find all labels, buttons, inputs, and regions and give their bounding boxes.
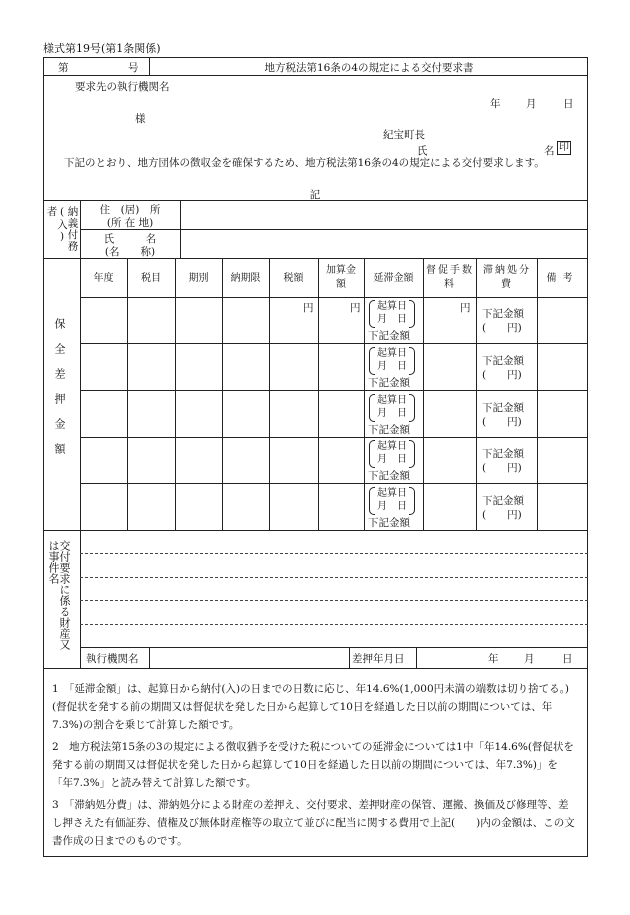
shobun-line2-3: ( 円) [482, 416, 522, 428]
property-dotted-4 [80, 624, 588, 625]
note-1: 1 「延滞金額」は、起算日から納付(入)の日までの日数に応じ、年14.6%(1,000円未満の端数は切り捨てる。)(督促状を発する前の期間又は督促状を発した日から起算して10日を経過した日以前の期間については、年7.3%)の割合を乗じて計算した額です。 [52, 683, 569, 731]
yen-mark-additional: 円 [350, 302, 361, 314]
date-year: 年 [490, 98, 501, 110]
amounts-col-div-4 [269, 258, 270, 530]
seizure-divider-2 [416, 647, 417, 668]
amounts-side-divider [80, 258, 81, 530]
shobun-line2-2: ( 円) [482, 369, 522, 381]
shobun-line2-1: ( 円) [482, 322, 522, 334]
shobun-line1-5: 下記金額 [482, 495, 524, 507]
amounts-col-div-7 [423, 258, 424, 530]
seizure-day: 日 [562, 653, 573, 665]
amounts-col-div-3 [222, 258, 223, 530]
shobun-line1-3: 下記金額 [482, 402, 524, 414]
seal-text: 印 [559, 142, 569, 153]
amounts-row-line-1 [80, 343, 588, 344]
taxpayer-side-label: 納義付務(入)者 [45, 206, 79, 252]
col-header-reminder-fee: 督促手数料 [426, 265, 474, 290]
amounts-row-line-4 [80, 483, 588, 484]
amounts-col-div-1 [127, 258, 128, 530]
shobun-line2-5: ( 円) [482, 509, 522, 521]
name-part2: 名 [544, 145, 555, 157]
seal-mark [557, 141, 571, 155]
note-3: 3 「滞納処分費」は、滞納処分による財産の差押え、交付要求、差押財産の保管、運搬、換価及び修理等、差し押さえた有価証券、債権及び無体財産権等の取立て並びに配当に関する費用で上記( )内の金額は、この文書作成の日までのものです。 [52, 799, 575, 847]
seizure-divider-1 [349, 647, 350, 668]
seizure-date-label: 差押年月日 [352, 653, 405, 665]
kisan-line1: 起算日 [377, 441, 407, 452]
recipient-label: 要求先の執行機関名 [75, 81, 170, 93]
col-header-tax-amount: 税額 [283, 273, 304, 284]
below-amount-2: 下記金額 [368, 377, 410, 389]
below-amount-5: 下記金額 [368, 517, 410, 529]
amounts-col-div-5 [318, 258, 319, 530]
address-label: 住 (居) 所 [99, 204, 161, 216]
amounts-bottom-line [43, 530, 588, 531]
below-amount-1: 下記金額 [368, 330, 410, 342]
kisan-bracket-5 [369, 487, 415, 515]
below-amount-3: 下記金額 [368, 424, 410, 436]
notes-top-line [43, 668, 588, 669]
kisan-line2: 月 日 [377, 454, 407, 465]
kisan-line2: 月 日 [377, 314, 407, 325]
yen-mark-reminder: 円 [460, 302, 471, 314]
property-dotted-1 [80, 553, 588, 554]
kisan-line2: 月 日 [377, 501, 407, 512]
property-dotted-2 [80, 577, 588, 578]
kisan-line2: 月 日 [377, 408, 407, 419]
agency-label: 執行機関名 [86, 653, 139, 665]
document-title: 地方税法第16条の4の規定による交付要求書 [264, 62, 474, 74]
col-header-remarks: 備考 [546, 273, 579, 284]
name-label: 氏 名 [103, 233, 157, 245]
agency-divider [149, 647, 150, 668]
shobun-line1-2: 下記金額 [482, 355, 524, 367]
col-header-year: 年度 [93, 273, 114, 284]
kisan-bracket-4 [369, 440, 415, 468]
amounts-row-line-3 [80, 437, 588, 438]
below-amount-4: 下記金額 [368, 470, 410, 482]
col-header-period: 期別 [188, 273, 209, 284]
shobun-line1-4: 下記金額 [482, 448, 524, 460]
amounts-col-div-6 [364, 258, 365, 530]
amounts-row-line-2 [80, 390, 588, 391]
shobun-line1-1: 下記金額 [482, 308, 524, 320]
name-sub: (名 称) [104, 246, 156, 258]
amounts-col-div-2 [175, 258, 176, 530]
taxpayer-top-line [43, 200, 588, 201]
amounts-col-div-9 [537, 258, 538, 530]
date-month: 月 [526, 98, 537, 110]
col-header-due-date: 納期限 [230, 273, 261, 284]
kisan-bracket-3 [369, 394, 415, 422]
property-side-label: 交付要求に係る財産又は事件名 [47, 540, 71, 650]
name-part1: 氏 [417, 145, 428, 157]
form-label: 様式第19号(第1条関係) [43, 42, 161, 55]
kisan-bracket-2 [369, 347, 415, 375]
seizure-month: 月 [524, 653, 535, 665]
note-2: 2 地方税法第15条の3の規定による徴収猶予を受けた税についての延滞金については1中「年14.6%(督促状を発する前の期間又は督促状を発した日から起算して10日を経過した日以前の期間については、年7.3%)」を「年7.3%」と読み替えて計算した額です。 [52, 741, 574, 789]
amounts-col-div-8 [476, 258, 477, 530]
ki-mark: 記 [309, 189, 321, 201]
address-sub: (所 在 地) [106, 217, 154, 229]
kisan-line1: 起算日 [377, 348, 407, 359]
seizure-year: 年 [488, 653, 499, 665]
kisan-line1: 起算日 [377, 395, 407, 406]
kisan-line1: 起算日 [377, 488, 407, 499]
col-header-late-fee: 延滞金額 [373, 273, 414, 284]
kisan-bracket-1 [369, 300, 415, 328]
property-bottom-line [80, 647, 588, 648]
header-bottom-line [43, 75, 588, 76]
col-header-additional: 加算金額 [326, 265, 356, 290]
intro-text: 下記のとおり、地方団体の徴収金を確保するため、地方税法第16条の4の規定による交付要求します。 [64, 157, 545, 169]
sender-title: 紀宝町長 [383, 129, 425, 141]
date-day: 日 [563, 98, 574, 110]
kisan-line2: 月 日 [377, 361, 407, 372]
yen-mark-tax: 円 [303, 302, 314, 314]
number-suffix: 号 [128, 62, 139, 74]
amounts-side-label: 保全差押金額 [53, 318, 66, 468]
property-dotted-3 [80, 600, 588, 601]
col-header-tax-item: 税目 [141, 273, 161, 284]
shobun-line2-4: ( 円) [482, 462, 522, 474]
amounts-header-line [80, 297, 588, 298]
honorific: 様 [135, 113, 146, 125]
col-header-disposal-cost: 滞納処分費 [483, 265, 531, 290]
amounts-top-line [43, 258, 588, 259]
number-prefix: 第 [58, 62, 69, 74]
kisan-line1: 起算日 [377, 301, 407, 312]
